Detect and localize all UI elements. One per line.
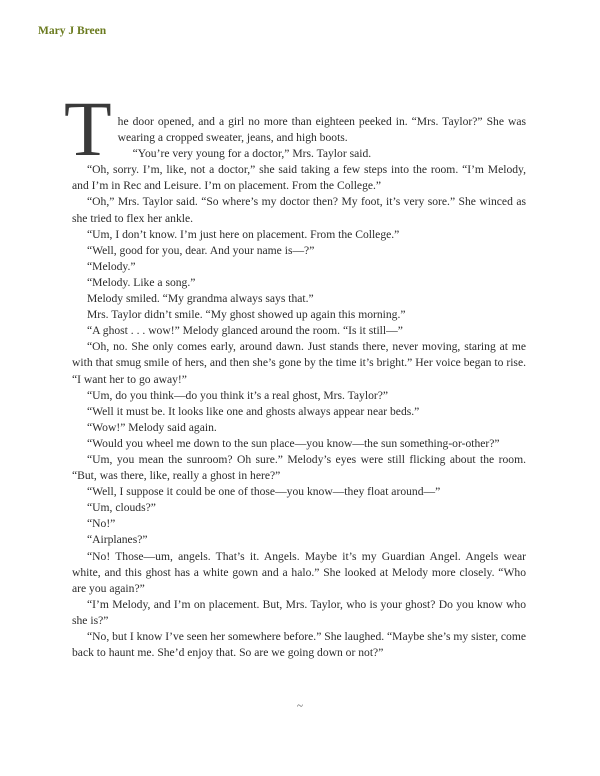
paragraph: “Melody.” bbox=[87, 259, 136, 273]
paragraph: “Well it must be. It looks like one and ghosts always appear near beds.” bbox=[87, 404, 420, 418]
paragraph: “Airplanes?” bbox=[87, 533, 148, 547]
paragraph: “Um, clouds?” bbox=[87, 501, 156, 515]
paragraph: “Well, good for you, dear. And your name is—?” bbox=[87, 243, 315, 257]
section-ornament: ~ bbox=[297, 700, 303, 712]
author-name: Mary J Breen bbox=[38, 25, 107, 37]
paragraph: “No!” bbox=[87, 517, 116, 531]
paragraph: “Melody. Like a song.” bbox=[87, 275, 196, 289]
paragraph: “Well, I suppose it could be one of those—you know—they float around—” bbox=[87, 485, 441, 499]
paragraph: “Wow!” Melody said again. bbox=[87, 420, 217, 434]
first-paragraph-text: he door opened, and a girl no more than eighteen peeked in. “Mrs. Taylor?” She was wearing a cropped sweater, jeans, and high boots. bbox=[117, 115, 526, 145]
paragraph: “Um, do you think—do you think it’s a real ghost, Mrs. Taylor?” bbox=[87, 388, 389, 402]
paragraph: Mrs. Taylor didn’t smile. “My ghost showed up again this morning.” bbox=[87, 308, 406, 322]
paragraph: “No, but I know I’ve seen her somewhere before.” She laughed. “Maybe she’s my sister, come back to haunt me. She’d enjoy that. So are we going down or not?” bbox=[72, 630, 526, 660]
paragraph: “No! Those—um, angels. That’s it. Angels. Maybe it’s my Guardian Angel. Angels wear white, and this ghost has a white gown and a halo.” She looked at Melody more closely. “Who are you again?” bbox=[72, 549, 526, 595]
paragraph: “Um, I don’t know. I’m just here on placement. From the College.” bbox=[87, 227, 400, 241]
paragraph: “You’re very young for a doctor,” Mrs. Taylor said. bbox=[132, 147, 372, 161]
paragraph: Melody smiled. “My grandma always says that.” bbox=[87, 292, 314, 306]
paragraph: “Oh,” Mrs. Taylor said. “So where’s my doctor then? My foot, it’s very sore.” She winced as she tried to flex her ankle. bbox=[72, 195, 526, 225]
drop-cap: T bbox=[64, 85, 112, 172]
paragraph: “Oh, no. She only comes early, around dawn. Just stands there, never moving, staring at me with that smug smile of hers, and then she’s gone by the time it’s bright.” Her voice began to rise. “I want her to go away!” bbox=[72, 340, 526, 386]
paragraph: “Would you wheel me down to the sun place—you know—the sun something-or-other?” bbox=[87, 436, 500, 450]
paragraph: “A ghost . . . wow!” Melody glanced around the room. “Is it still—” bbox=[87, 324, 403, 338]
paragraph: “I’m Melody, and I’m on placement. But, Mrs. Taylor, who is your ghost? Do you know who she is?” bbox=[72, 597, 526, 627]
paragraph: “Oh, sorry. I’m, like, not a doctor,” she said taking a few steps into the room. “I’m Melody, and I’m in Rec and Leisure. I’m on placement. From the College.” bbox=[72, 163, 526, 193]
paragraph: “Um, you mean the sunroom? Oh sure.” Melody’s eyes were still flicking about the room. “But, was there, like, really a ghost in here?” bbox=[72, 452, 526, 483]
story-text bbox=[64, 85, 526, 661]
